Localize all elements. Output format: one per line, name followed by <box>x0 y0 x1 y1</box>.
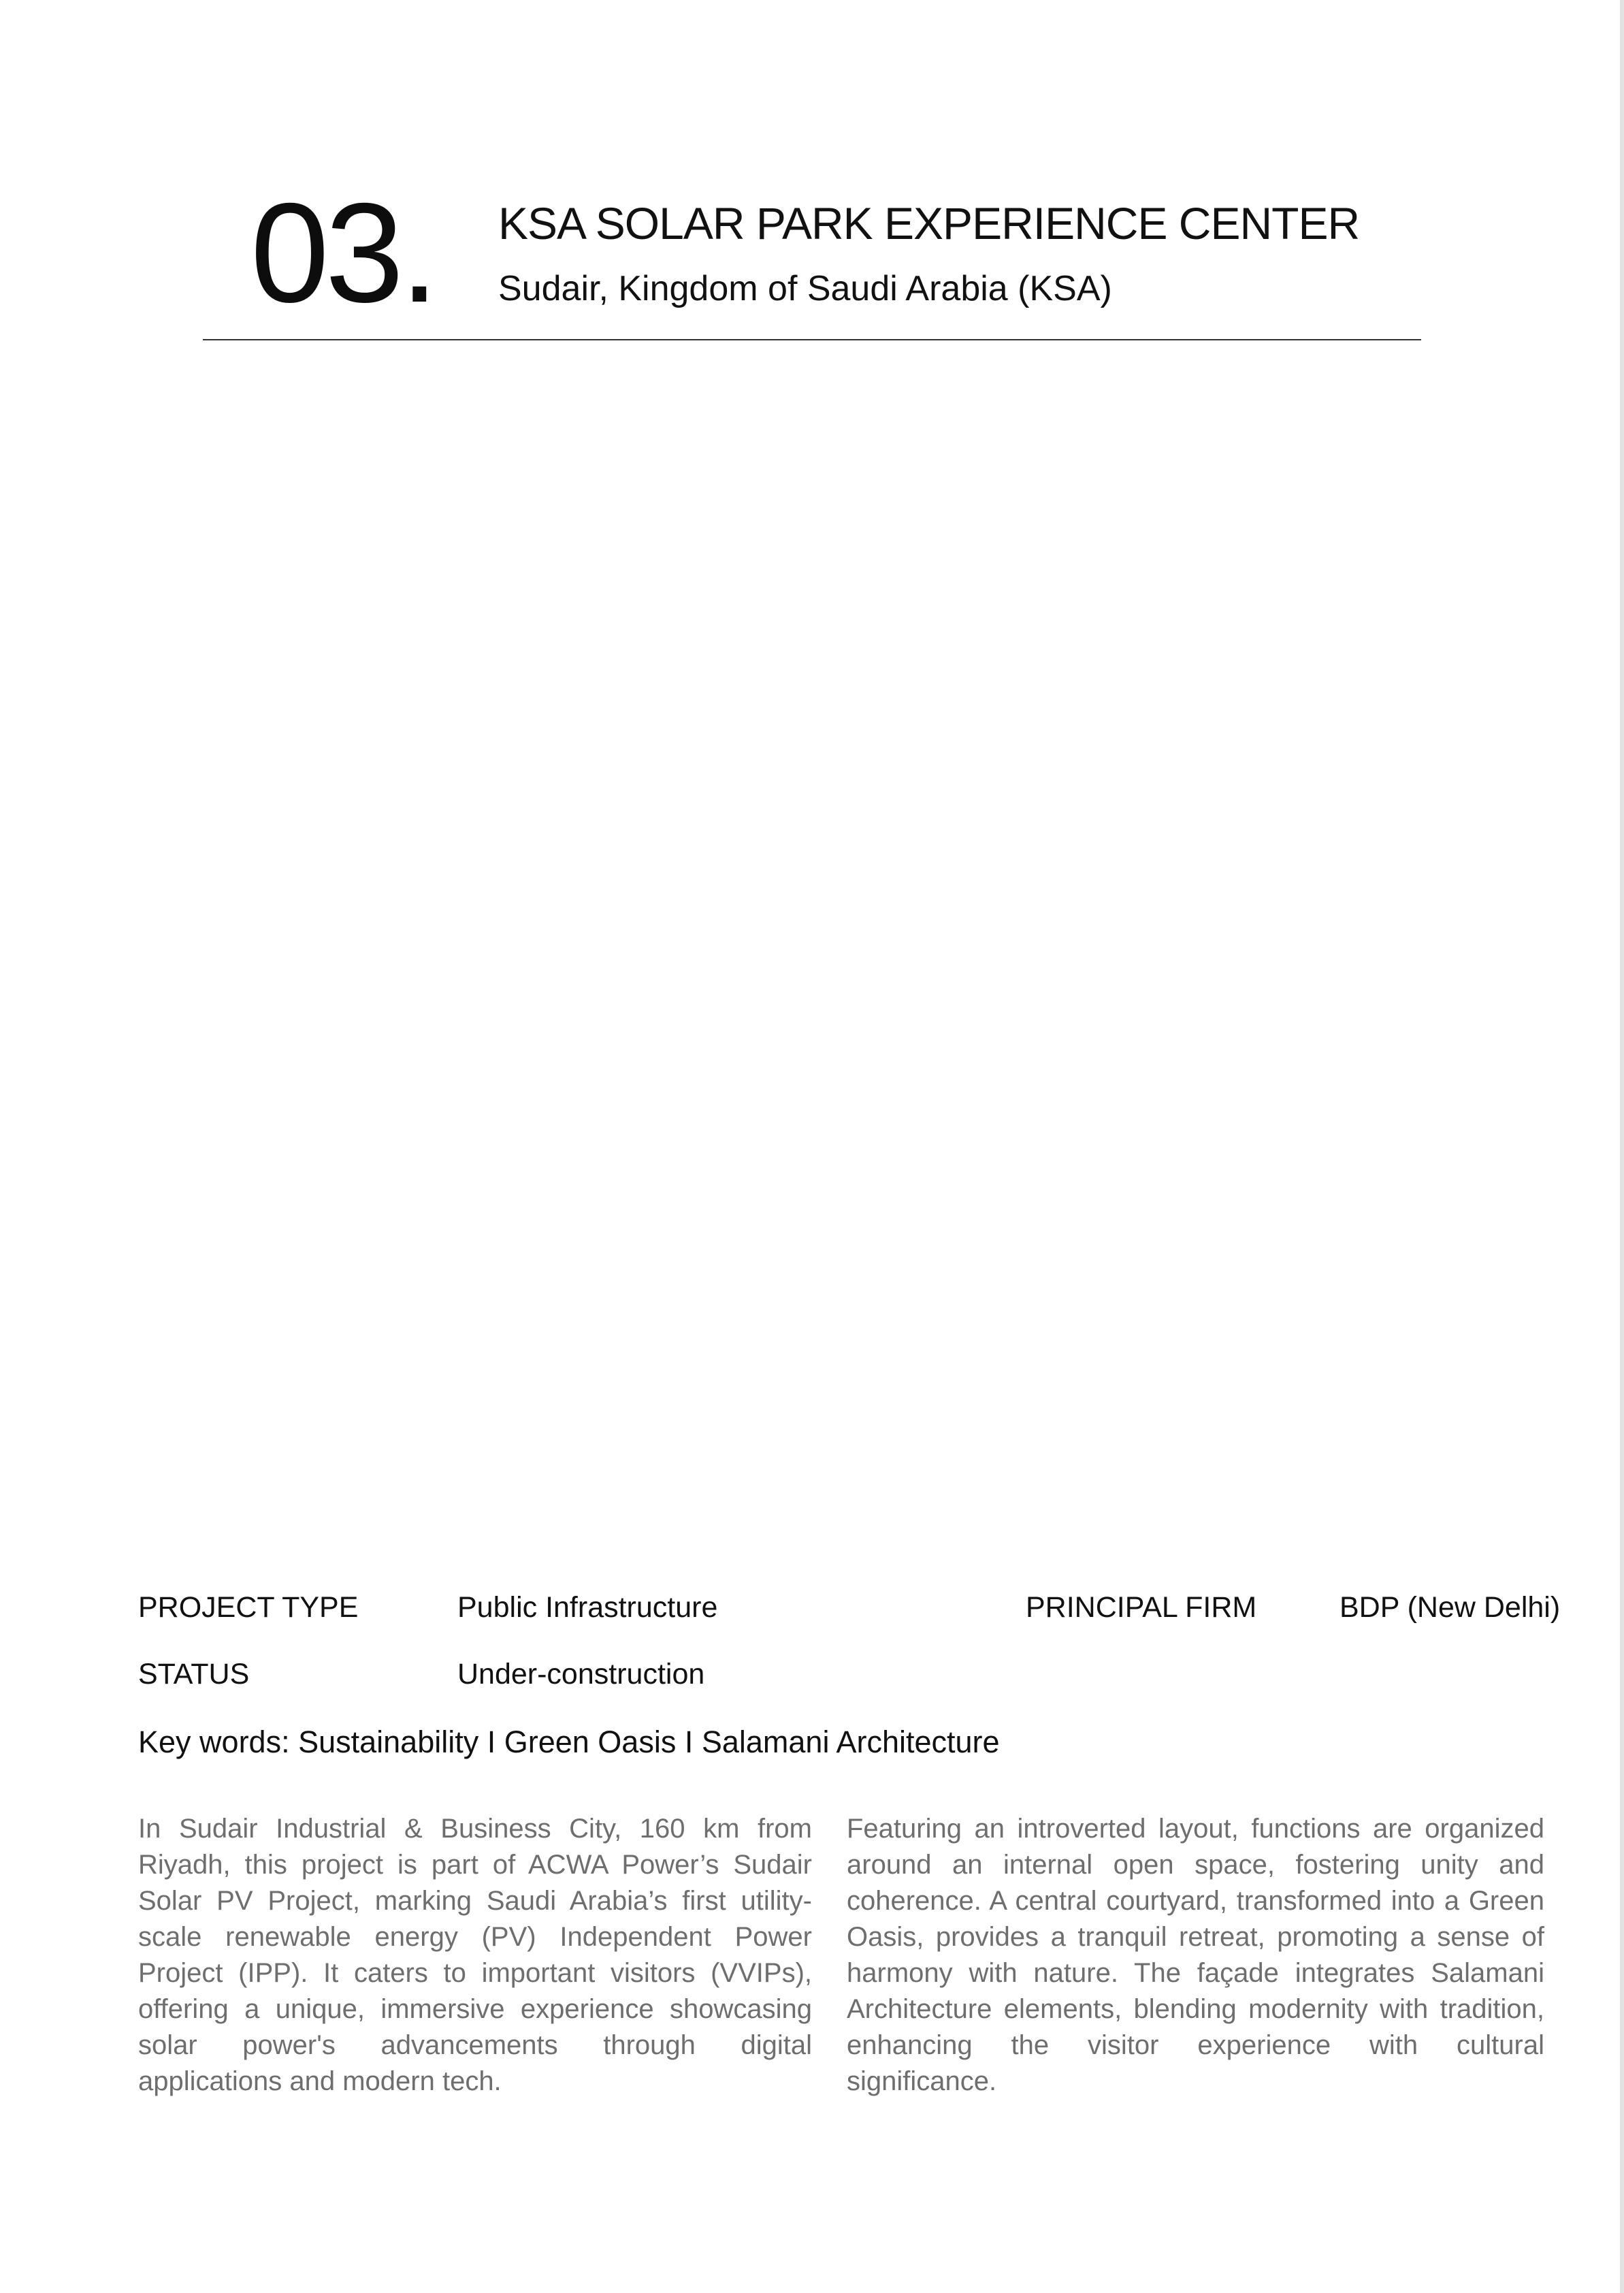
description-right-column: Featuring an introverted layout, functions are organized around an internal open space, fostering unity and coherence. A central courtyard, transformed into a Green Oasis, provides a tranquil retreat, promoting a sense of harmony with nature. The façade integrates Salamani Architecture elements, blending modernity with tradition, enhancing the visitor experience with cultural significance. <box>847 1814 1544 2096</box>
project-location: Sudair, Kingdom of Saudi Arabia (KSA) <box>498 269 1112 308</box>
project-type-value: Public Infrastructure <box>457 1591 718 1624</box>
keywords-line: Key words: Sustainability I Green Oasis I Salamani Architecture <box>138 1725 1000 1759</box>
section-number: 03. <box>250 174 436 332</box>
page-edge-shadow <box>1620 0 1624 2293</box>
principal-firm-value: BDP (New Delhi) <box>1339 1591 1561 1624</box>
project-title: KSA SOLAR PARK EXPERIENCE CENTER <box>498 198 1360 248</box>
header-divider <box>203 339 1421 340</box>
status-value: Under-construction <box>457 1658 705 1690</box>
description-left-column: In Sudair Industrial & Business City, 160 km from Riyadh, this project is part of ACWA Power’s Sudair Solar PV Project, marking Saudi Arabia’s first utility-scale renewable energy (PV) Independent Power Project (IPP). It caters to important visitors (VVIPs), offering a unique, immersive experience showcasing solar power's advancements through digital applications and modern tech. <box>138 1814 812 2096</box>
project-type-label: PROJECT TYPE <box>138 1591 359 1624</box>
principal-firm-label: PRINCIPAL FIRM <box>1026 1591 1257 1624</box>
status-label: STATUS <box>138 1658 250 1690</box>
